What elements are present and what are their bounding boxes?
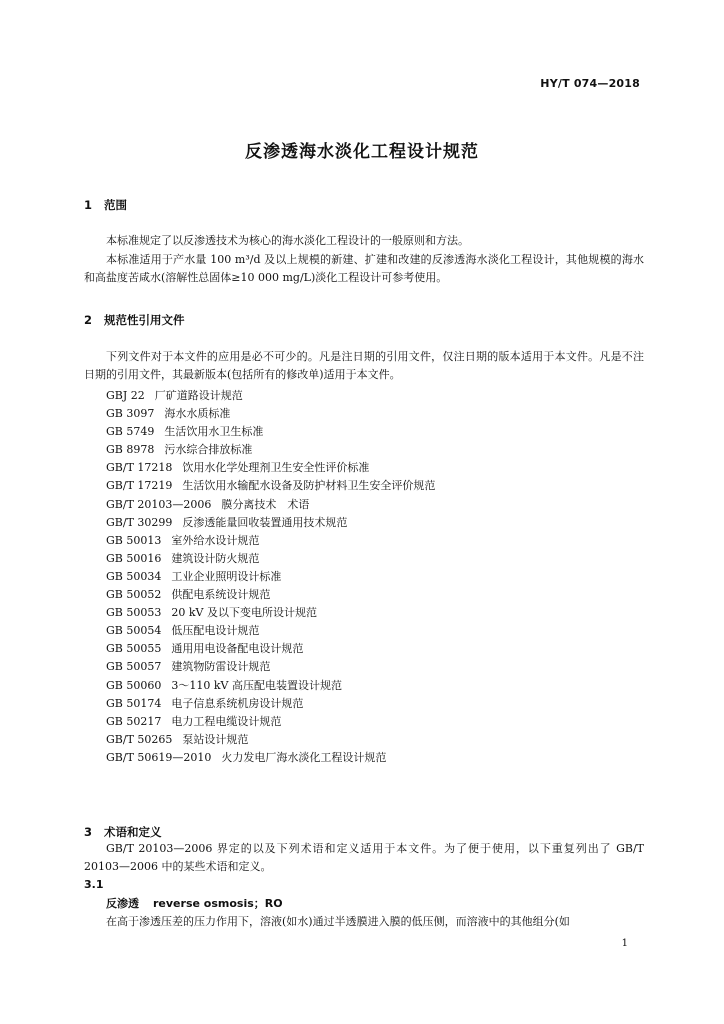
reference-code: GB 50054 (106, 624, 162, 638)
section-title: 术语和定义 (104, 825, 162, 839)
term-number: 3.1 (84, 878, 104, 891)
reference-code: GB/T 30299 (106, 515, 173, 529)
section-title: 规范性引用文件 (104, 313, 185, 327)
reference-code: GB 50217 (106, 714, 162, 728)
reference-code: GB 50057 (106, 660, 162, 674)
reference-item (106, 749, 646, 767)
reference-item (106, 713, 646, 731)
reference-code: GB 50013 (106, 533, 162, 547)
reference-code: GB/T 17218 (106, 461, 173, 475)
standard-code: HY/T 074—2018 (540, 77, 640, 90)
reference-item (106, 622, 646, 640)
reference-item (106, 677, 646, 695)
reference-title: 供配电系统设计规范 (171, 588, 271, 602)
reference-item (106, 405, 646, 423)
reference-code: GB 50053 (106, 606, 162, 620)
section-heading-normative-references (84, 312, 185, 328)
reference-code: GBJ 22 (106, 389, 145, 402)
reference-item (106, 658, 646, 676)
reference-item (106, 532, 646, 550)
term-entry (106, 895, 283, 911)
reference-title: 电力工程电缆设计规范 (171, 714, 282, 728)
reference-item (106, 695, 646, 713)
reference-title: 厂矿道路设计规范 (154, 389, 243, 402)
reference-code: GB 50034 (106, 569, 162, 583)
reference-title: 泵站设计规范 (182, 732, 249, 746)
reference-code: GB 50016 (106, 551, 162, 565)
section-title: 范围 (104, 198, 127, 212)
reference-title: 膜分离技术 术语 (221, 497, 310, 511)
reference-title: 生活饮用水卫生标准 (164, 425, 264, 439)
reference-code: GB 8978 (106, 443, 155, 457)
reference-title: 电子信息系统机房设计规范 (171, 696, 304, 710)
reference-code: GB 50052 (106, 588, 162, 602)
reference-title: 火力发电厂海水淡化工程设计规范 (221, 750, 387, 764)
reference-item (106, 459, 646, 477)
reference-code: GB 50060 (106, 678, 162, 692)
reference-list (106, 387, 646, 767)
reference-item (106, 387, 646, 405)
reference-item (106, 423, 646, 441)
references-paragraph: 下列文件对于本文件的应用是必不可少的。凡是注日期的引用文件，仅注日期的版本适用于本文件。凡是不注日期的引用文件，其最新版本(包括所有的修改单)适用于本文件。 (84, 350, 644, 381)
reference-title: 室外给水设计规范 (171, 533, 260, 547)
reference-title: 饮用水化学处理剂卫生安全性评价标准 (182, 461, 370, 475)
reference-title: 反渗透能量回收装置通用技术规范 (182, 515, 348, 529)
reference-item (106, 604, 646, 622)
section-heading-scope (84, 197, 127, 213)
section-number: 1 (84, 198, 93, 212)
reference-item (106, 441, 646, 459)
reference-title: 海水水质标准 (164, 407, 231, 421)
reference-item (106, 496, 646, 514)
reference-code: GB 50174 (106, 696, 162, 710)
section-heading-terms (84, 824, 162, 840)
term-english: reverse osmosis；RO (153, 897, 283, 910)
reference-title: 工业企业照明设计标准 (171, 569, 282, 583)
terms-paragraph: GB/T 20103—2006 界定的以及下列术语和定义适用于本文件。为了便于使用，以下重复列出了 GB/T 20103—2006 中的某些术语和定义。 (84, 842, 644, 873)
reference-title: 建筑物防雷设计规范 (171, 660, 271, 674)
scope-paragraph-2: 本标准适用于产水量 100 m³/d 及以上规模的新建、扩建和改建的反渗透海水淡化工程设计，其他规模的海水和高盐度苦咸水(溶解性总固体≥10 000 mg/L)淡化工程设计可参考使用。 (84, 253, 644, 284)
reference-title: 3～110 kV 高压配电装置设计规范 (171, 678, 342, 692)
reference-item (106, 586, 646, 604)
term-chinese: 反渗透 (106, 897, 139, 910)
section-number: 2 (84, 313, 93, 327)
reference-code: GB 50055 (106, 642, 162, 656)
document-title: 反渗透海水淡化工程设计规范 (245, 142, 479, 162)
reference-code: GB 5749 (106, 425, 155, 439)
reference-item (106, 640, 646, 658)
reference-code: GB/T 50619—2010 (106, 750, 212, 764)
reference-item (106, 568, 646, 586)
reference-item (106, 550, 646, 568)
page-number: 1 (621, 938, 628, 949)
reference-code: GB 3097 (106, 407, 155, 421)
reference-code: GB/T 20103—2006 (106, 497, 212, 511)
reference-code: GB/T 17219 (106, 479, 173, 493)
reference-title: 污水综合排放标准 (164, 443, 253, 457)
reference-title: 低压配电设计规范 (171, 624, 260, 638)
reference-code: GB/T 50265 (106, 732, 173, 746)
reference-title: 生活饮用水输配水设备及防护材料卫生安全评价规范 (182, 479, 436, 493)
reference-item (106, 477, 646, 495)
reference-title: 建筑设计防火规范 (171, 551, 260, 565)
reference-item (106, 731, 646, 749)
reference-title: 20 kV 及以下变电所设计规范 (171, 606, 317, 620)
scope-paragraph-1: 本标准规定了以反渗透技术为核心的海水淡化工程设计的一般原则和方法。 (106, 234, 469, 247)
term-definition: 在高于渗透压差的压力作用下，溶液(如水)通过半透膜进入膜的低压侧，而溶液中的其他组分(如 (106, 915, 570, 928)
reference-title: 通用用电设备配电设计规范 (171, 642, 304, 656)
reference-item (106, 514, 646, 532)
section-number: 3 (84, 825, 93, 839)
